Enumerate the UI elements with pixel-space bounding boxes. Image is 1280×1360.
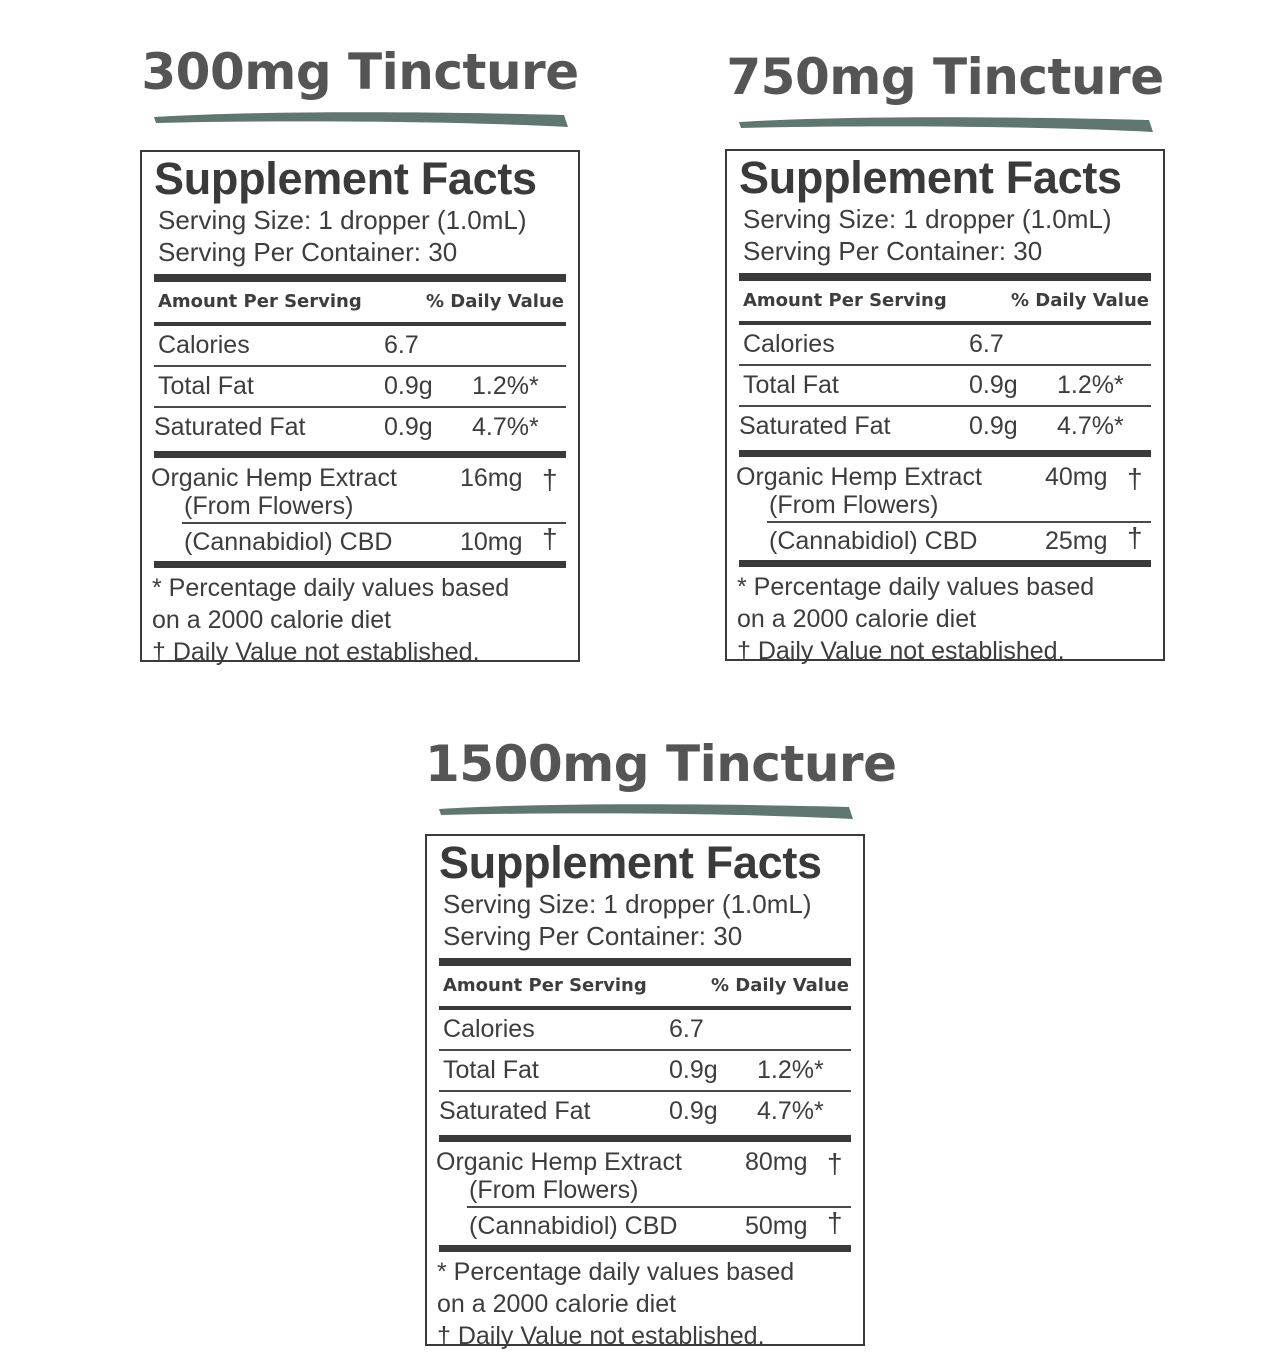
- nutrient-row-calories: [154, 326, 566, 365]
- nutrient-amount: 0.9g: [669, 1056, 718, 1084]
- dagger-mark: †: [1127, 463, 1143, 494]
- title-underline: [735, 111, 1155, 135]
- nutrient-label: Total Fat: [158, 372, 254, 400]
- thick-divider: [739, 560, 1151, 567]
- product-title: 300mg Tincture: [141, 43, 579, 101]
- serving-size: Serving Size: 1 dropper (1.0mL): [158, 205, 527, 235]
- nutrient-label: Calories: [158, 331, 250, 359]
- nutrient-label: Total Fat: [443, 1056, 539, 1084]
- hemp-amount: 40mg: [1045, 463, 1108, 491]
- nutrient-row-saturated-fat: [154, 408, 566, 447]
- nutrient-row-saturated-fat: [439, 1092, 851, 1131]
- nutrient-daily-value: 1.2%*: [1057, 371, 1124, 399]
- thick-divider: [439, 958, 851, 966]
- hemp-label-line1: Organic Hemp Extract: [736, 463, 982, 491]
- cbd-label: (Cannabidiol) CBD: [184, 528, 393, 556]
- footnote-calorie-diet: on a 2000 calorie diet: [437, 1290, 677, 1318]
- amount-per-serving-label: Amount Per Serving: [743, 290, 947, 311]
- facts-header: [154, 282, 566, 322]
- hemp-amount: 80mg: [745, 1148, 808, 1176]
- footnotes: [439, 1256, 851, 1352]
- nutrient-row-calories: [439, 1010, 851, 1049]
- product-panel-750mg: [725, 43, 1165, 665]
- nutrient-daily-value: 4.7%*: [757, 1097, 824, 1125]
- serving-size: Serving Size: 1 dropper (1.0mL): [743, 204, 1112, 234]
- facts-header: [739, 281, 1151, 321]
- footnote-calorie-diet: on a 2000 calorie diet: [152, 606, 392, 634]
- nutrient-label: Calories: [443, 1015, 535, 1043]
- cbd-row: [439, 1208, 851, 1245]
- facts-title: Supplement Facts: [739, 152, 1122, 203]
- cbd-label: (Cannabidiol) CBD: [469, 1212, 678, 1240]
- nutrient-label: Saturated Fat: [439, 1097, 591, 1125]
- nutrient-amount: 6.7: [384, 331, 419, 359]
- hemp-label-line2: (From Flowers): [769, 491, 939, 519]
- hemp-extract-row: [151, 458, 566, 522]
- daily-value-header: % Daily Value: [710, 975, 849, 996]
- supplement-facts-label: [140, 150, 580, 666]
- nutrient-amount: 6.7: [669, 1015, 704, 1043]
- hemp-extract-row: [736, 457, 1151, 521]
- footnote-daily-value: † Daily Value not established.: [152, 638, 480, 666]
- product-title: 1500mg Tincture: [425, 735, 897, 793]
- cbd-row: [739, 523, 1151, 560]
- thick-divider: [439, 1245, 851, 1252]
- amount-per-serving-label: Amount Per Serving: [443, 975, 647, 996]
- cbd-amount: 50mg: [745, 1212, 808, 1240]
- nutrient-row-saturated-fat: [739, 407, 1151, 446]
- dagger-mark: †: [542, 464, 558, 495]
- nutrient-daily-value: 4.7%*: [472, 413, 539, 441]
- thick-divider: [154, 561, 566, 568]
- footnote-daily-value: † Daily Value not established.: [737, 637, 1065, 665]
- dagger-mark: †: [1127, 522, 1143, 553]
- footnotes: [154, 572, 566, 668]
- cbd-amount: 10mg: [460, 528, 523, 556]
- nutrient-row-total-fat: [154, 367, 566, 406]
- footnote-daily-value: † Daily Value not established.: [437, 1322, 765, 1350]
- facts-title: Supplement Facts: [439, 837, 822, 888]
- facts-header: [439, 966, 851, 1006]
- nutrient-daily-value: 1.2%*: [757, 1056, 824, 1084]
- thick-divider: [739, 273, 1151, 281]
- footnote-calorie-diet: on a 2000 calorie diet: [737, 605, 977, 633]
- amount-per-serving-label: Amount Per Serving: [158, 291, 362, 312]
- cbd-label: (Cannabidiol) CBD: [769, 527, 978, 555]
- daily-value-header: % Daily Value: [1010, 290, 1149, 311]
- footnote-percentage: * Percentage daily values based: [437, 1258, 795, 1286]
- cbd-amount: 25mg: [1045, 527, 1108, 555]
- cbd-row: [154, 524, 566, 561]
- nutrient-amount: 0.9g: [969, 371, 1018, 399]
- supplement-facts-label: [725, 149, 1165, 665]
- footnote-percentage: * Percentage daily values based: [152, 574, 510, 602]
- nutrient-amount: 0.9g: [669, 1097, 718, 1125]
- nutrient-label: Calories: [743, 330, 835, 358]
- thick-divider: [154, 274, 566, 282]
- serving-size: Serving Size: 1 dropper (1.0mL): [443, 889, 812, 919]
- dagger-mark: †: [827, 1148, 843, 1179]
- dagger-mark: †: [827, 1207, 843, 1238]
- hemp-label-line1: Organic Hemp Extract: [151, 464, 397, 492]
- nutrient-daily-value: 4.7%*: [1057, 412, 1124, 440]
- product-title: 750mg Tincture: [726, 48, 1164, 106]
- supplement-facts-label: [425, 834, 865, 1350]
- nutrient-row-total-fat: [739, 366, 1151, 405]
- hemp-label-line1: Organic Hemp Extract: [436, 1148, 682, 1176]
- hemp-extract-row: [436, 1142, 851, 1206]
- nutrient-amount: 0.9g: [384, 372, 433, 400]
- nutrient-amount: 0.9g: [384, 413, 433, 441]
- thick-divider: [439, 1135, 851, 1142]
- title-underline: [150, 106, 570, 130]
- footnote-percentage: * Percentage daily values based: [737, 573, 1095, 601]
- product-panel-300mg: [140, 38, 580, 666]
- servings-per-container: Serving Per Container: 30: [743, 236, 1043, 266]
- footnotes: [739, 571, 1151, 667]
- product-panel-1500mg: [425, 730, 897, 1350]
- nutrient-amount: 6.7: [969, 330, 1004, 358]
- hemp-label-line2: (From Flowers): [184, 492, 354, 520]
- thick-divider: [154, 451, 566, 458]
- nutrient-label: Total Fat: [743, 371, 839, 399]
- title-underline: [435, 798, 855, 822]
- dagger-mark: †: [542, 523, 558, 554]
- nutrient-daily-value: 1.2%*: [472, 372, 539, 400]
- hemp-label-line2: (From Flowers): [469, 1176, 639, 1204]
- nutrient-label: Saturated Fat: [739, 412, 891, 440]
- servings-per-container: Serving Per Container: 30: [443, 921, 743, 951]
- nutrient-label: Saturated Fat: [154, 413, 306, 441]
- hemp-amount: 16mg: [460, 464, 523, 492]
- nutrient-amount: 0.9g: [969, 412, 1018, 440]
- servings-per-container: Serving Per Container: 30: [158, 237, 458, 267]
- nutrient-row-total-fat: [439, 1051, 851, 1090]
- facts-title: Supplement Facts: [154, 153, 537, 204]
- thick-divider: [739, 450, 1151, 457]
- daily-value-header: % Daily Value: [425, 291, 564, 312]
- nutrient-row-calories: [739, 325, 1151, 364]
